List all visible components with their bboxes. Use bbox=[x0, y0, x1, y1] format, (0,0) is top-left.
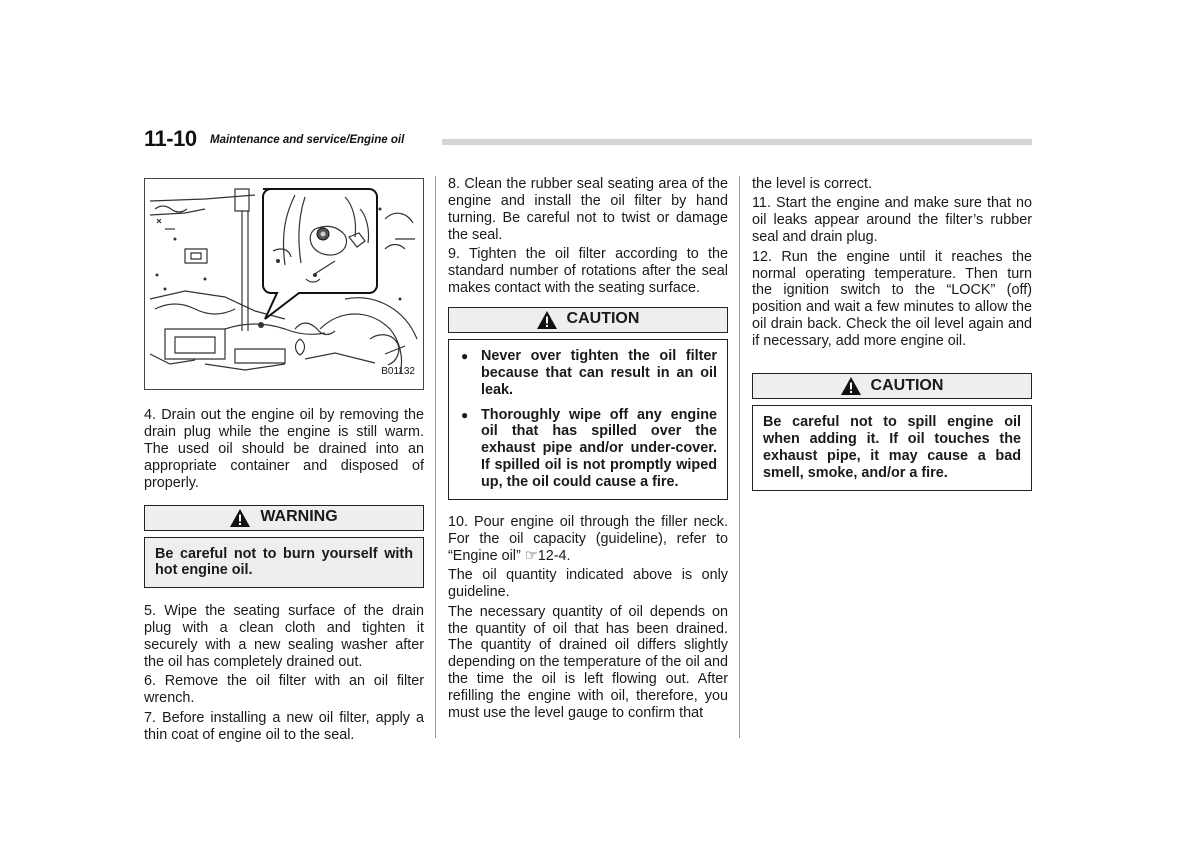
continued-text: the level is correct. bbox=[752, 176, 872, 192]
header-rule bbox=[442, 139, 1032, 145]
step-9: 9. Tighten the oil filter according to the standard number of rotations after the seal makes contact with the seating surface. bbox=[448, 246, 728, 296]
page-header bbox=[144, 126, 1032, 150]
oil-quantity-paragraph: The necessary quantity of oil depends on the quantity of oil that has been drained. The quantity of drained oil differs slightly depending on the temperature of the oil and the time the oil is left flowing out. After refilling the engine with oil, therefore, you must use the level gauge to confirm that bbox=[448, 603, 728, 722]
step-8: 8. Clean the rubber seal seating area of the engine and install the oil filter by hand turning. Be careful not to twist or damage the seal. bbox=[448, 176, 728, 243]
engine-drain-plug-illustration bbox=[144, 178, 424, 390]
warning-triangle-icon bbox=[230, 509, 250, 527]
caution-box bbox=[448, 307, 728, 500]
caution-bullet-text: Never over tighten the oil filter because that can result in an oil leak. bbox=[481, 347, 717, 398]
warning-triangle-icon bbox=[841, 377, 861, 395]
guideline-paragraph: The oil quantity indicated above is only guideline. bbox=[448, 567, 728, 601]
column-2 bbox=[448, 176, 728, 724]
warning-title: WARNING bbox=[260, 508, 338, 526]
step-10: 10. Pour engine oil through the filler neck. For the oil capacity (guideline), refer to “Engine oil” ☞12-4. bbox=[448, 514, 728, 564]
column-3 bbox=[752, 176, 1032, 491]
step-7: 7. Before installing a new oil filter, apply a thin coat of engine oil to the seal. bbox=[144, 709, 424, 743]
warning-box bbox=[144, 505, 424, 589]
column-divider bbox=[435, 176, 436, 738]
caution-text: Be careful not to spill engine oil when adding it. If oil touches the exhaust pipe, it may cause a bad smell, smoke, and/or a fire. bbox=[752, 405, 1032, 491]
caution-bullet bbox=[459, 348, 717, 399]
column-divider bbox=[739, 176, 740, 738]
caution-bullet-text: Thoroughly wipe off any engine oil that has spilled over the exhaust pipe and/or under-cover. If spilled oil is not promptly wiped up, the oil could cause a fire. bbox=[481, 406, 717, 491]
page-number: 11-10 bbox=[144, 126, 197, 151]
caution-header bbox=[752, 373, 1032, 399]
caution-title: CAUTION bbox=[566, 310, 640, 328]
bullet-symbol: ● bbox=[461, 348, 469, 363]
caution-title: CAUTION bbox=[870, 376, 944, 394]
caution-body bbox=[448, 339, 728, 500]
figure-label: B01132 bbox=[381, 366, 415, 378]
section-title: Maintenance and service/Engine oil bbox=[210, 134, 405, 146]
step-11: 11. Start the engine and make sure that no oil leaks appear around the filter’s rubber seal and drain plug. bbox=[752, 195, 1032, 246]
warning-triangle-icon bbox=[537, 311, 557, 329]
step-6: 6. Remove the oil filter with an oil filter wrench. bbox=[144, 673, 424, 707]
step-12: 12. Run the engine until it reaches the normal operating temperature. Then turn the ignition switch to the “LOCK” (off) position and wait a few minutes to allow the oil drain back. Check the oil level again and if necessary, add more engine oil. bbox=[752, 248, 1032, 350]
caution-box bbox=[752, 373, 1032, 491]
caution-bullet bbox=[459, 407, 717, 492]
warning-text: Be careful not to burn yourself with hot engine oil. bbox=[144, 537, 424, 589]
caution-header bbox=[448, 307, 728, 333]
step-4: 4. Drain out the engine oil by removing the drain plug while the engine is still warm. The used oil should be drained into an appropriate container and disposed of properly. bbox=[144, 407, 424, 491]
engine-underside-drawing bbox=[145, 179, 423, 389]
warning-header bbox=[144, 505, 424, 531]
step-5: 5. Wipe the seating surface of the drain plug with a clean cloth and tighten it securely with a new sealing washer after the oil has completely drained out. bbox=[144, 603, 424, 671]
column-1 bbox=[144, 176, 424, 746]
bullet-symbol: ● bbox=[461, 407, 469, 422]
